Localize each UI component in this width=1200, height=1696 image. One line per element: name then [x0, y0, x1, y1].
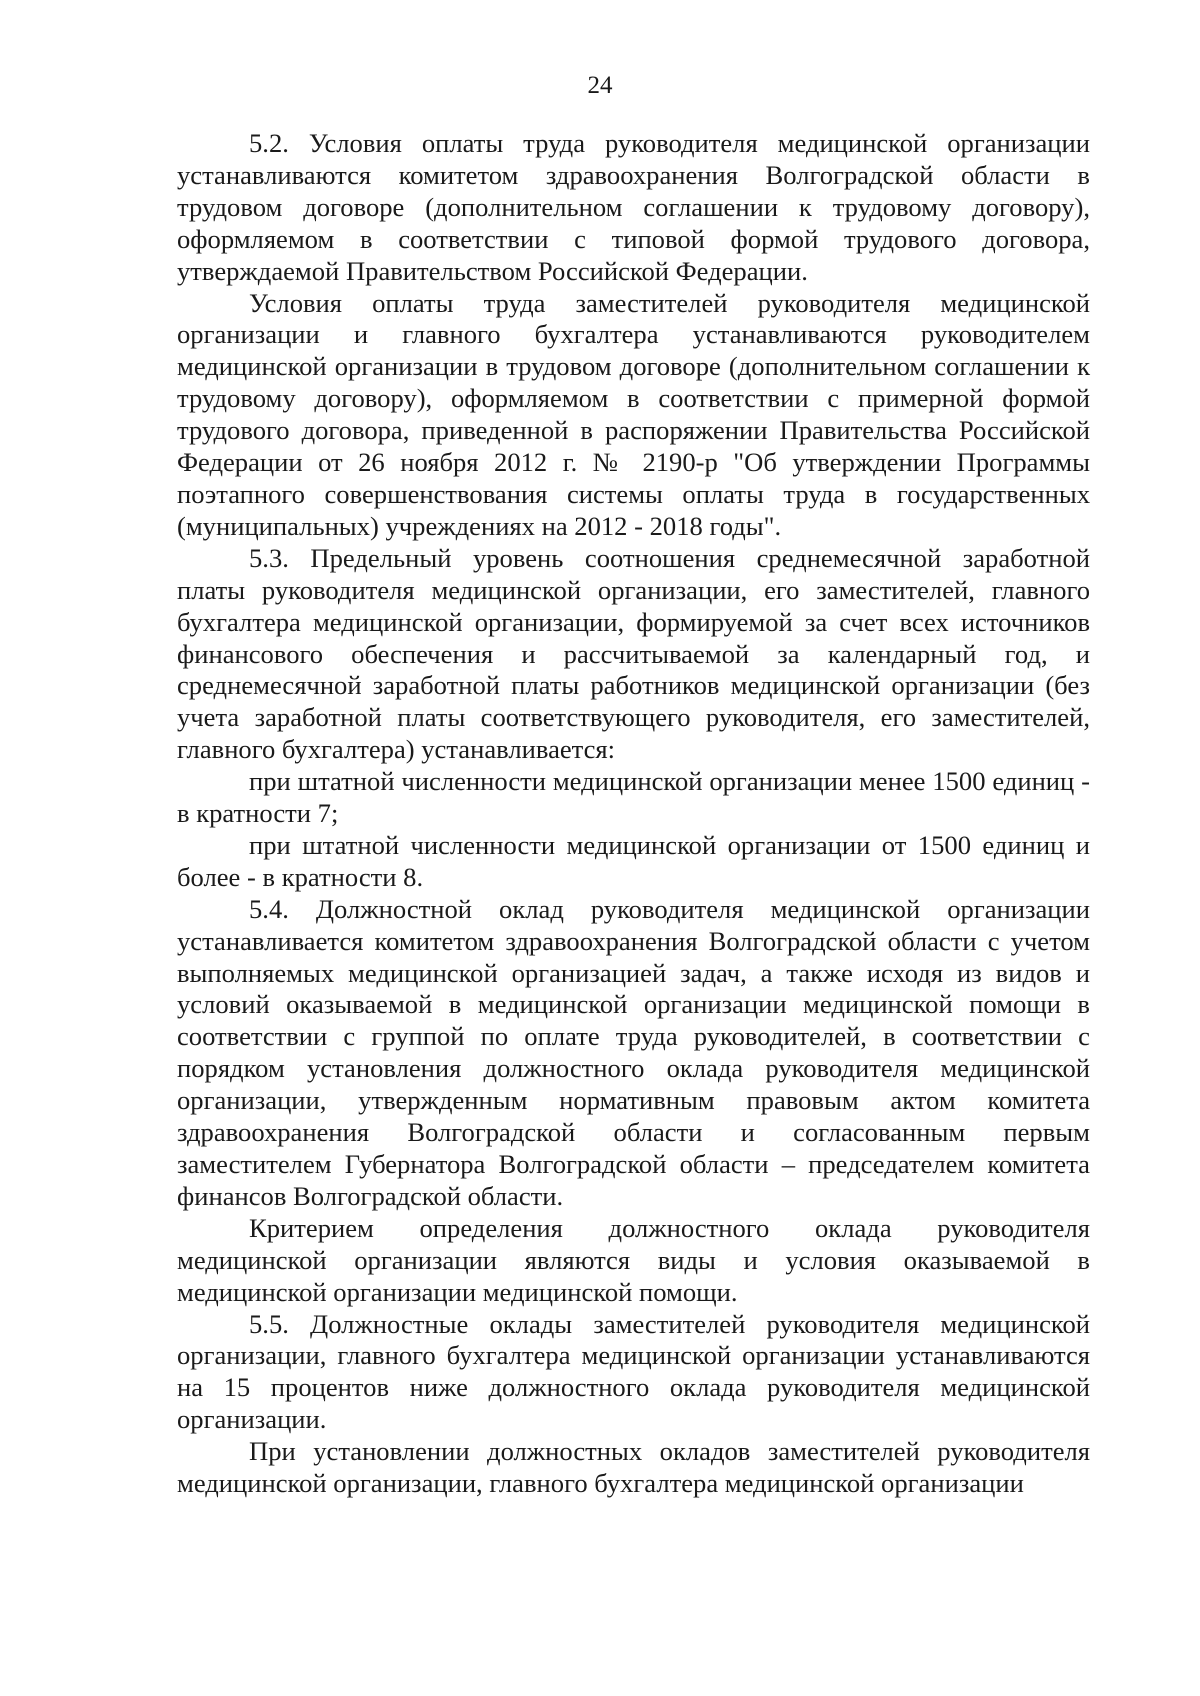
paragraph-5-2: 5.2. Условия оплаты труда руководителя медицинской организации устанавливаются комитетом здравоохранения Волгоградской области в трудовом договоре (дополнительном соглашении к трудовому договору), оформляемом в соответствии с типовой формой трудового договора, утверждаемой Правительством Российской Федерации. — [177, 128, 1090, 286]
paragraph-deputy-salaries: При установлении должностных окладов заместителей руководителя медицинской организации, главного бухгалтера медицинской организации — [177, 1436, 1090, 1499]
paragraph-deputy-pay-conditions: Условия оплаты труда заместителей руководителя медицинской организации и главного бухгалтера устанавливаются руководителем медицинской организации в трудовом договоре (дополнительном соглашении к трудовому договору), оформляемом в соответствии с примерной формой трудового договора, приведенной в распоряжении Правительства Российской Федерации от 26 ноября 2012 г. № 2190-р "Об утверждении Программы поэтапного совершенствования системы оплаты труда в государственных (муниципальных) учреждениях на 2012 - 2018 годы". — [177, 287, 1090, 541]
paragraph-salary-criterion: Критерием определения должностного оклада руководителя медицинской организации являются виды и условия оказываемой в медицинской организации медицинской помощи. — [177, 1212, 1090, 1307]
page-number: 24 — [587, 72, 613, 99]
paragraph-5-4: 5.4. Должностной оклад руководителя медицинской организации устанавливается комитетом здравоохранения Волгоградской области с учетом выполняемых медицинской организацией задач, а также исходя из видов и условий оказываемой в медицинской организации медицинской помощи в соответствии с группой по оплате труда руководителей, в соответствии с порядком установления должностного оклада руководителя медицинской организации, утвержденным нормативным правовым актом комитета здравоохранения Волгоградской области и согласованным первым заместителем Губернатора Волгоградской области – председателем комитета финансов Волгоградской области. — [177, 893, 1090, 1211]
paragraph-5-3: 5.3. Предельный уровень соотношения среднемесячной заработной платы руководителя медицинской организации, его заместителей, главного бухгалтера медицинской организации, формируемой за счет всех источников финансового обеспечения и рассчитываемой за календарный год, и среднемесячной заработной платы работников медицинской организации (без учета заработной платы соответствующего руководителя, его заместителей, главного бухгалтера) устанавливается: — [177, 542, 1090, 765]
paragraph-5-5: 5.5. Должностные оклады заместителей руководителя медицинской организации, главного бухгалтера медицинской организации устанавливаются на 15 процентов ниже должностного оклада руководителя медицинской организации. — [177, 1308, 1090, 1435]
paragraph-staff-under-1500: при штатной численности медицинской организации менее 1500 единиц - в кратности 7; — [177, 766, 1090, 829]
paragraph-staff-over-1500: при штатной численности медицинской организации от 1500 единиц и более - в кратности 8. — [177, 829, 1090, 892]
document-body — [177, 128, 1090, 1500]
